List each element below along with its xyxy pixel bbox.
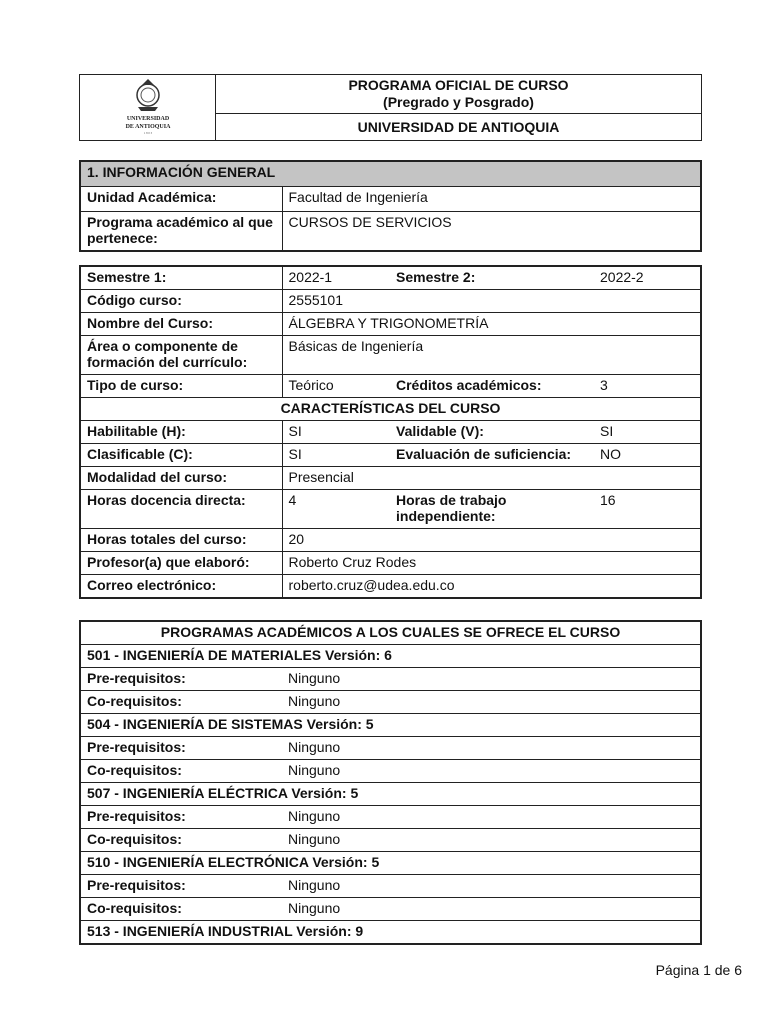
- area-label: Área o componente de formación del currículo:: [80, 336, 282, 375]
- university-name: UNIVERSIDAD DE ANTIOQUIA: [216, 114, 702, 141]
- svg-text:1 8 0 3: 1 8 0 3: [143, 131, 152, 135]
- prerequisitos-value: Ninguno: [282, 737, 701, 760]
- modalidad-label: Modalidad del curso:: [80, 467, 282, 490]
- programa-value: CURSOS DE SERVICIOS: [282, 212, 701, 252]
- university-logo-cell: [80, 75, 216, 141]
- program-name: 501 - INGENIERÍA DE MATERIALES Versión: 6: [80, 645, 701, 668]
- nombre-label: Nombre del Curso:: [80, 313, 282, 336]
- prerequisitos-label: Pre-requisitos:: [80, 668, 282, 691]
- horas-totales-label: Horas totales del curso:: [80, 529, 282, 552]
- habilitable-label: Habilitable (H):: [80, 421, 282, 444]
- creditos-label: Créditos académicos:: [390, 375, 594, 398]
- clasificable-value: SI: [282, 444, 390, 467]
- programs-title: PROGRAMAS ACADÉMICOS A LOS CUALES SE OFRECE EL CURSO: [80, 621, 701, 645]
- corequisitos-label: Co-requisitos:: [80, 898, 282, 921]
- sem1-label: Semestre 1:: [80, 266, 282, 290]
- clasificable-label: Clasificable (C):: [80, 444, 282, 467]
- corequisitos-label: Co-requisitos:: [80, 760, 282, 783]
- course-details-table: [79, 265, 702, 599]
- nombre-value: ÁLGEBRA Y TRIGONOMETRÍA: [282, 313, 701, 336]
- horas-directa-label: Horas docencia directa:: [80, 490, 282, 529]
- validable-label: Validable (V):: [390, 421, 594, 444]
- profesor-value: Roberto Cruz Rodes: [282, 552, 701, 575]
- habilitable-value: SI: [282, 421, 390, 444]
- prerequisitos-value: Ninguno: [282, 668, 701, 691]
- corequisitos-label: Co-requisitos:: [80, 691, 282, 714]
- horas-indep-value: 16: [594, 490, 701, 529]
- tipo-value: Teórico: [282, 375, 390, 398]
- prerequisitos-label: Pre-requisitos:: [80, 737, 282, 760]
- corequisitos-label: Co-requisitos:: [80, 829, 282, 852]
- sem2-label: Semestre 2:: [390, 266, 594, 290]
- programa-label: Programa académico al que pertenece:: [80, 212, 282, 252]
- page-number: Página 1 de 6: [655, 962, 742, 978]
- suficiencia-value: NO: [594, 444, 701, 467]
- creditos-value: 3: [594, 375, 701, 398]
- corequisitos-value: Ninguno: [282, 898, 701, 921]
- document-title: [216, 75, 702, 114]
- caracteristicas-title: CARACTERÍSTICAS DEL CURSO: [80, 398, 701, 421]
- section-title: 1. INFORMACIÓN GENERAL: [80, 161, 701, 187]
- prerequisitos-value: Ninguno: [282, 875, 701, 898]
- modalidad-value: Presencial: [282, 467, 701, 490]
- prerequisitos-value: Ninguno: [282, 806, 701, 829]
- svg-text:UNIVERSIDAD: UNIVERSIDAD: [126, 116, 169, 122]
- title-line-1: PROGRAMA OFICIAL DE CURSO: [348, 77, 569, 93]
- prerequisitos-label: Pre-requisitos:: [80, 806, 282, 829]
- corequisitos-value: Ninguno: [282, 829, 701, 852]
- tipo-label: Tipo de curso:: [80, 375, 282, 398]
- info-general-table: [79, 160, 702, 252]
- program-name: 513 - INGENIERÍA INDUSTRIAL Versión: 9: [80, 921, 701, 945]
- suficiencia-label: Evaluación de suficiencia:: [390, 444, 594, 467]
- sem2-value: 2022-2: [594, 266, 701, 290]
- validable-value: SI: [594, 421, 701, 444]
- area-value: Básicas de Ingeniería: [282, 336, 701, 375]
- horas-directa-value: 4: [282, 490, 390, 529]
- program-name: 504 - INGENIERÍA DE SISTEMAS Versión: 5: [80, 714, 701, 737]
- prerequisitos-label: Pre-requisitos:: [80, 875, 282, 898]
- horas-totales-value: 20: [282, 529, 701, 552]
- horas-indep-label: Horas de trabajo independiente:: [390, 490, 594, 529]
- unidad-value: Facultad de Ingeniería: [282, 187, 701, 212]
- correo-label: Correo electrónico:: [80, 575, 282, 599]
- corequisitos-value: Ninguno: [282, 760, 701, 783]
- programs-table: [79, 620, 702, 945]
- sem1-value: 2022-1: [282, 266, 390, 290]
- codigo-label: Código curso:: [80, 290, 282, 313]
- program-name: 507 - INGENIERÍA ELÉCTRICA Versión: 5: [80, 783, 701, 806]
- unidad-label: Unidad Académica:: [80, 187, 282, 212]
- profesor-label: Profesor(a) que elaboró:: [80, 552, 282, 575]
- program-name: 510 - INGENIERÍA ELECTRÓNICA Versión: 5: [80, 852, 701, 875]
- corequisitos-value: Ninguno: [282, 691, 701, 714]
- document-header: [79, 74, 702, 141]
- svg-text:DE ANTIOQUIA: DE ANTIOQUIA: [125, 124, 170, 130]
- university-logo: [108, 75, 188, 137]
- correo-value: roberto.cruz@udea.edu.co: [282, 575, 701, 599]
- codigo-value: 2555101: [282, 290, 701, 313]
- title-line-2: (Pregrado y Posgrado): [383, 94, 534, 110]
